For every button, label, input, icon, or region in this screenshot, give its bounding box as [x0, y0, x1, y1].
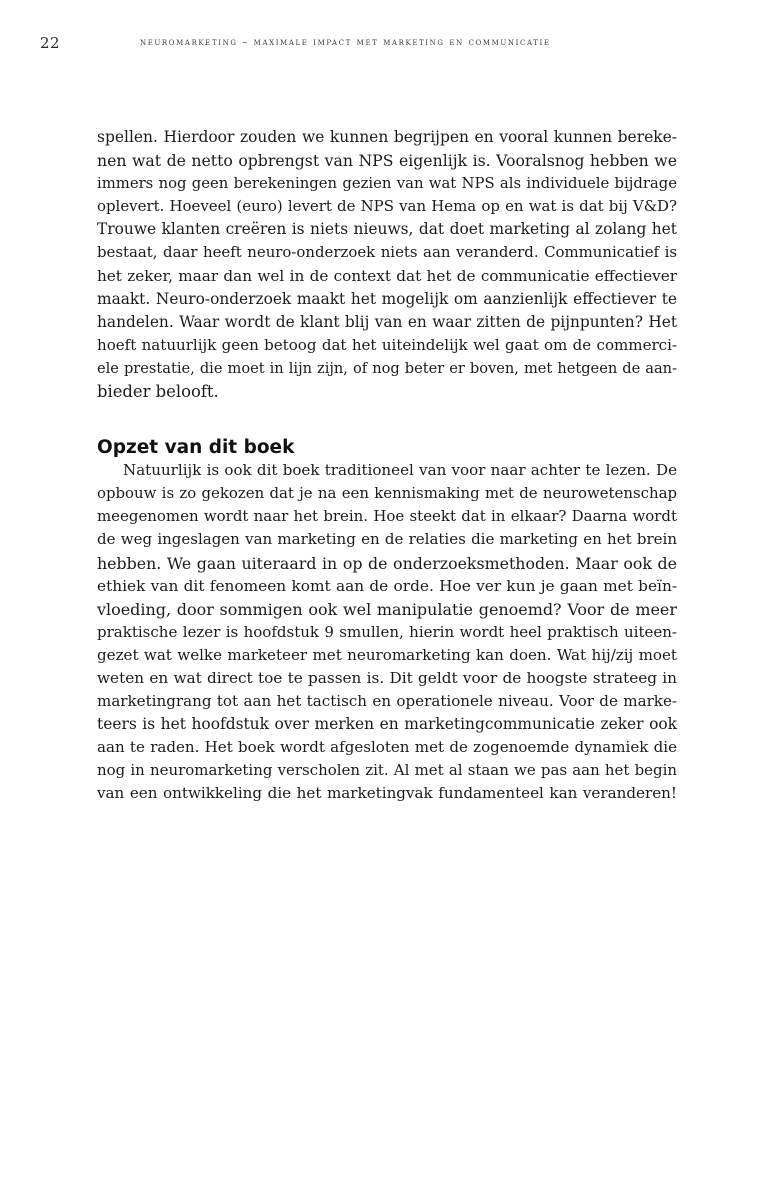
text-line: opbouw is zo gekozen dat je na een kennismaking met de neurowetenschap [97, 484, 677, 503]
text-line: immers nog geen berekeningen gezien van wat NPS als individuele bijdrage [97, 175, 677, 193]
text-line: praktische lezer is hoofdstuk 9 smullen, hierin wordt heel praktisch uiteen- [97, 622, 677, 641]
text-line: teers is het hoofdstuk over merken en marketingcommunicatie zeker ook [97, 715, 677, 734]
text-line: hebben. We gaan uiteraard in op de onderzoeksmethoden. Maar ook de [97, 553, 677, 573]
text-line: Trouwe klanten creëren is niets nieuws, dat doet marketing al zolang het [97, 220, 677, 239]
text-line: maakt. Neuro-onderzoek maakt het mogelijk om aanzienlijk effectiever te [97, 289, 677, 308]
paragraph-section [97, 459, 677, 805]
running-header: neuromarketing – maximale impact met marketing en communicatie [140, 37, 551, 48]
text-line: nog in neuromarketing verscholen zit. Al met al staan we pas aan het begin [97, 761, 677, 780]
text-line: hoeft natuurlijk geen betoog dat het uiteindelijk wel gaat om de commerci- [97, 335, 677, 354]
text-line: ethiek van dit fenomeen komt aan de orde. Hoe ver kun je gaan met beïn- [97, 576, 677, 595]
text-line: nen wat de netto opbrengst van NPS eigenlijk is. Vooralsnog hebben we [97, 151, 677, 171]
text-line: oplevert. Hoeveel (euro) levert de NPS van Hema op en wat is dat bij V&D? [97, 197, 677, 216]
text-line: meegenomen wordt naar het brein. Hoe steekt dat in elkaar? Daarna wordt [97, 507, 677, 526]
text-line: bieder belooft. [97, 382, 219, 402]
text-line: het zeker, maar dan wel in de context dat het de communicatie effectiever [97, 266, 677, 285]
text-line: van een ontwikkeling die het marketingvak fundamenteel kan veranderen! [97, 784, 677, 803]
text-line: vloeding, door sommigen ook wel manipulatie genoemd? Voor de meer [97, 599, 677, 619]
text-line: de weg ingeslagen van marketing en de relaties die marketing en het brein [97, 530, 677, 549]
text-line: aan te raden. Het boek wordt afgesloten met de zogenoemde dynamiek die [97, 738, 677, 757]
body-text [97, 126, 677, 806]
text-line: marketingrang tot aan het tactisch en operationele niveau. Voor de marke- [97, 692, 677, 711]
text-line: handelen. Waar wordt de klant blij van en waar zitten de pijnpunten? Het [97, 312, 677, 331]
text-line: ele prestatie, die moet in lijn zijn, of nog beter er boven, met hetgeen de aan- [97, 359, 677, 377]
text-line: weten en wat direct toe te passen is. Dit geldt voor de hoogste strateeg in [97, 668, 677, 687]
text-line: bestaat, daar heeft neuro-onderzoek niets aan veranderd. Communicatief is [97, 243, 677, 262]
section-heading: Opzet van dit boek [97, 437, 295, 459]
page-number: 22 [40, 34, 61, 52]
text-line: Natuurlijk is ook dit boek traditioneel van voor naar achter te lezen. De [123, 461, 677, 480]
text-line: spellen. Hierdoor zouden we kunnen begrijpen en vooral kunnen bereke- [97, 128, 677, 146]
paragraph-intro [97, 126, 677, 403]
text-line: gezet wat welke marketeer met neuromarketing kan doen. Wat hij/zij moet [97, 645, 677, 664]
